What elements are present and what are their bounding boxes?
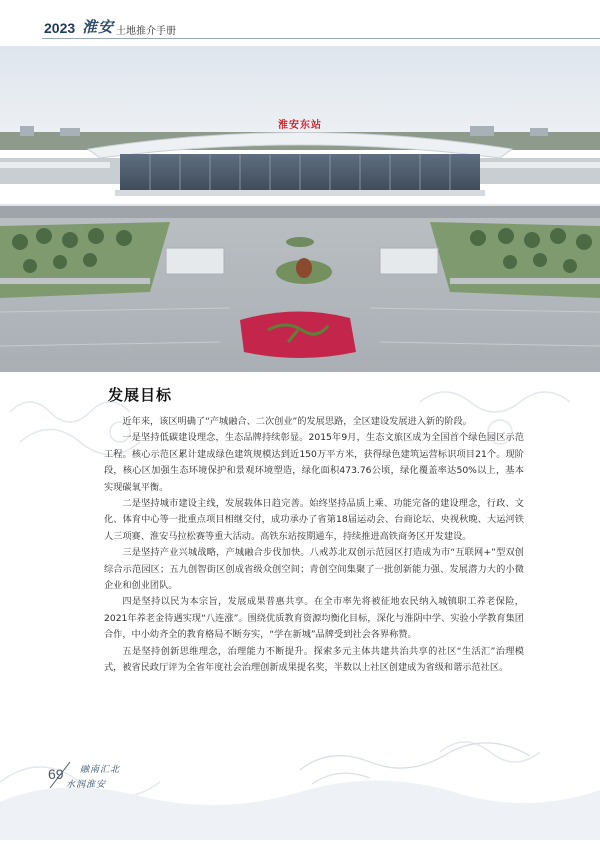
paragraph: 一是坚持低碳建设理念，生态品牌持续彰显。2015年9月，生态文旅区成为全国首个绿色园区示范工程。核心示范区累计建成绿色建筑规模达到近150万平方米，获得绿色建筑运营标识项目21个。现阶段，核心区加强生态环境保护和景观环境塑造，绿化面积473.76公顷，绿化覆盖率达50%以上，基本实现碳氧平衡。	[104, 432, 524, 493]
footer-slogan-line2: 水润淮安	[66, 780, 107, 790]
station-sign: 淮安东站	[278, 120, 322, 131]
paragraph: 近年来，该区明确了“产城融合、二次创业”的发展思路，全区建设发展进入新的阶段。	[122, 416, 472, 427]
header-year: 2023	[44, 20, 76, 36]
section-title: 发展目标	[108, 386, 173, 404]
paragraph: 四是坚持以民为本宗旨，发展成果普惠共享。在全市率先将被征地农民纳入城镇职工养老保险，2021年养老金待遇实现“八连涨”。围绕优质教育资源均衡化目标，深化与淮阴中学、实验小学教育集团合作，中小幼齐全的教育格局不断夯实，“学在新城”品牌受到社会各界称赞。	[104, 596, 524, 641]
page-number: 69	[48, 766, 64, 782]
station-aerial-photo	[0, 46, 600, 372]
header-title: 土地推介手册	[116, 26, 176, 37]
header-divider	[42, 38, 600, 39]
paragraph: 五是坚持创新思维理念，治理能力不断提升。探索多元主体共建共治共享的社区“生活汇”治理模式，被省民政厅评为全省年度社会治理创新成果提名奖，半数以上社区创建成为省级和谐示范社区。	[104, 645, 524, 674]
paragraph: 二是坚持城市建设主线，发展载体日趋完善。始终坚持品质上乘、功能完备的建设理念，行政、文化、体育中心等一批重点项目相继交付，成功承办了省第18届运动会、台商论坛、央视秋晚、大运河铁人三项赛、淮安马拉松赛等重大活动。高铁东站按期通车，持续推进高铁商务区开发建设。	[104, 498, 524, 542]
article-body	[104, 414, 524, 677]
page-header	[0, 0, 600, 46]
footer-slogan-line1: 融南汇北	[80, 765, 121, 775]
paragraph: 三是坚持产业兴城战略，产城融合步伐加快。八戒苏北双创示范园区打造成为市“互联网+”型双创综合示范园区；五九创智街区创成省级众创空间；青创空间集聚了一批创新能力强、发展潜力大的小微企业和创业团队。	[104, 547, 524, 592]
header-city-logo: 淮安	[82, 18, 115, 36]
